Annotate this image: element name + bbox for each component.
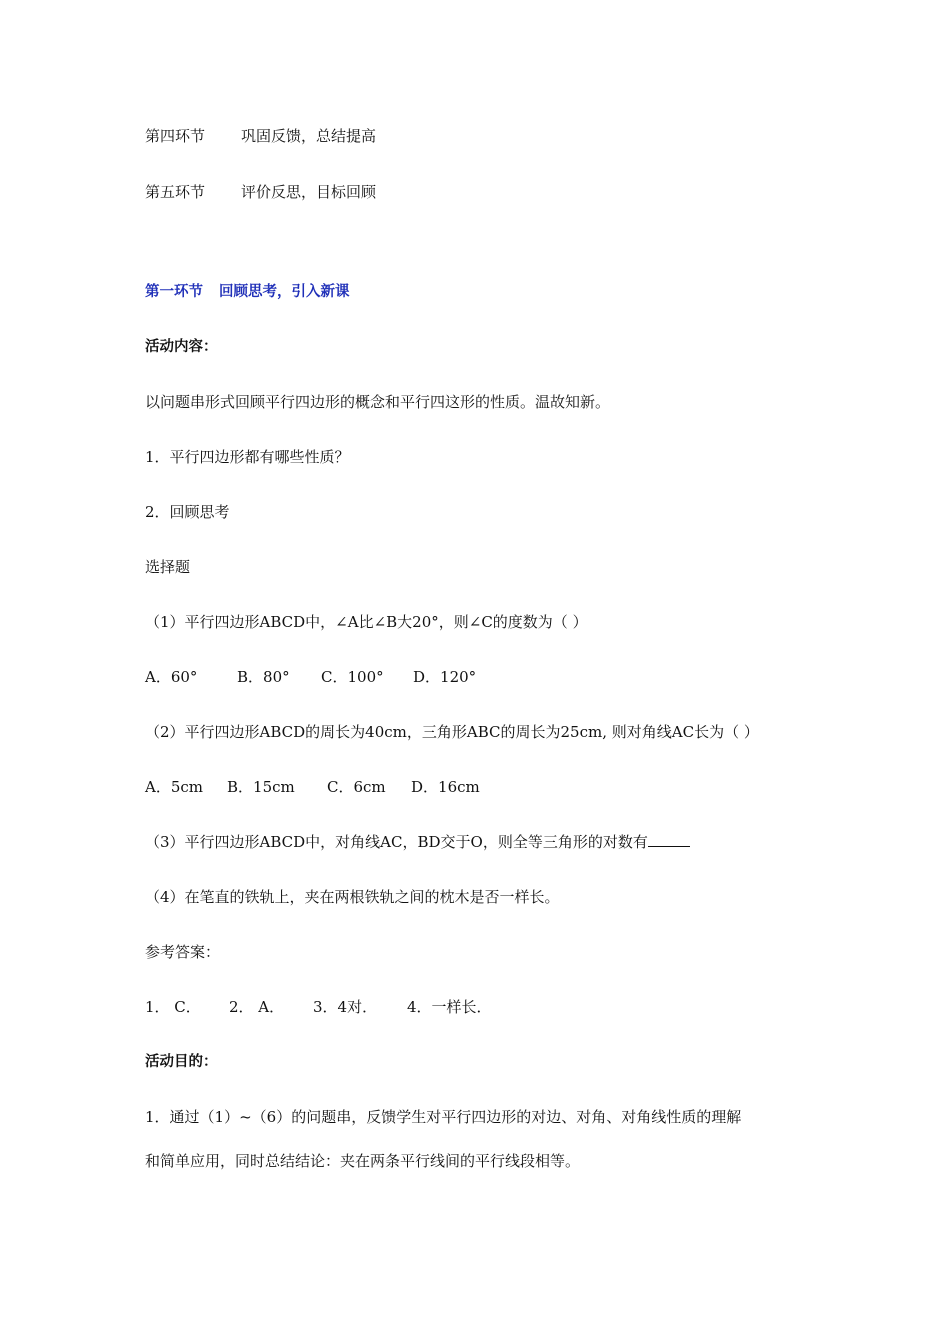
activity-content-heading: 活动内容： [145,339,218,355]
section-heading [145,281,350,303]
outline-item-label: 第四环节 [145,127,206,145]
outline-item-4 [145,125,376,147]
answer-3: 3．4对． [313,998,378,1016]
activity-goal-heading: 活动目的： [145,1054,218,1070]
problem-3 [145,831,690,853]
question-1: 1．平行四边形都有哪些性质？ [145,448,350,466]
problem-2-stem: （2）平行四边形ABCD的周长为40cm，三角形ABC的周长为25cm, 则对角线AC长为（ ） [145,723,759,741]
answers-heading: 参考答案： [145,943,221,961]
problem-1-options [145,666,476,688]
question-2: 2．回顾思考 [145,503,230,521]
outline-item-text: 评价反思，目标回顾 [241,183,377,201]
option-c: C．100° [321,668,384,686]
intro-paragraph: 以问题串形式回顾平行四边形的概念和平行四这形的性质。温故知新。 [145,393,611,411]
answer-2: 2． A． [229,998,285,1016]
answer-4: 4．一样长． [407,998,492,1016]
goal-line-1: 1．通过（1）~（6）的问题串，反馈学生对平行四边形的对边、对角、对角线性质的理解 [145,1108,742,1126]
option-b: B．80° [237,668,290,686]
goal-line-2: 和简单应用，同时总结结论：夹在两条平行线间的平行线段相等。 [145,1152,581,1170]
option-d: D．120° [413,668,477,686]
outline-item-5 [145,181,376,203]
option-d: D．16cm [411,778,480,796]
answer-blank [648,832,690,847]
problem-2-options [145,776,480,798]
section-title: 回顾思考，引入新课 [219,284,350,300]
option-c: C．6cm [327,778,386,796]
option-a: A．60° [145,668,198,686]
problem-4: （4）在笔直的铁轨上，夹在两根铁轨之间的枕木是否一样长。 [145,888,560,906]
problem-1-stem: （1）平行四边形ABCD中，∠A比∠B大20°，则∠C的度数为（ ） [145,613,588,631]
option-a: A．5cm [145,778,204,796]
section-label: 第一环节 [145,284,203,300]
problem-3-stem: （3）平行四边形ABCD中，对角线AC，BD交于O，则全等三角形的对数有 [145,833,648,851]
outline-item-label: 第五环节 [145,183,206,201]
answer-1: 1． C． [145,998,201,1016]
outline-item-text: 巩固反馈，总结提高 [241,127,377,145]
option-b: B．15cm [227,778,295,796]
choice-heading: 选择题 [145,558,191,576]
answers-row [145,996,492,1018]
